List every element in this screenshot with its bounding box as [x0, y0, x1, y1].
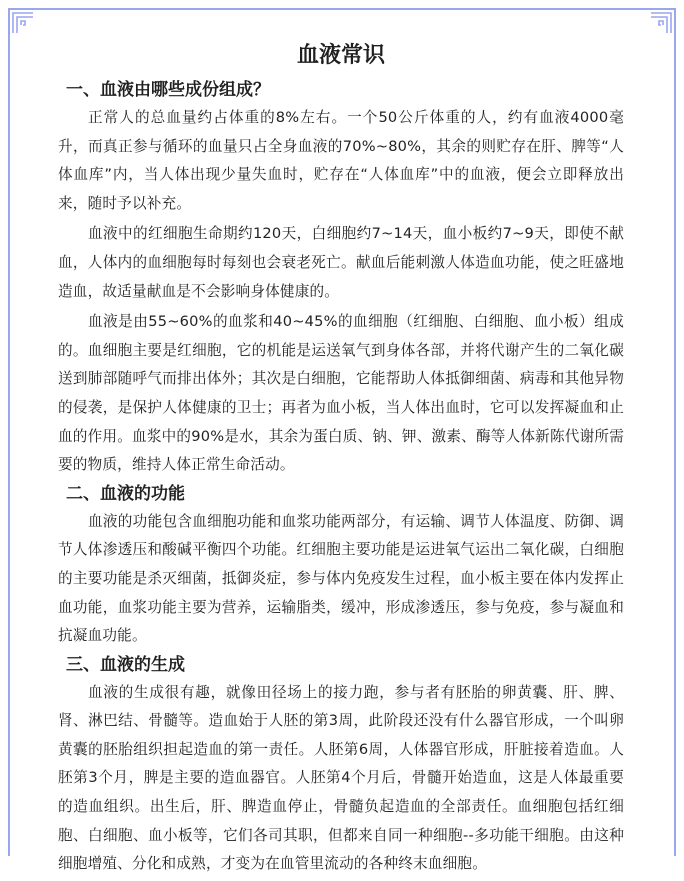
section-composition [58, 78, 624, 480]
article-body [58, 40, 624, 881]
paragraph: 血液的生成很有趣，就像田径场上的接力跑，参与者有胚胎的卵黄囊、肝、脾、肾、淋巴结、骨髓等。造血始于人胚的第3周，此阶段还没有什么器官形成，一个叫卵黄囊的胚胎组织担起造血的第一责任。人胚第6周，人体器官形成，肝脏接着造血。人胚第3个月，脾是主要的造血器官。人胚第4个月后，骨髓开始造血，这是人体最重要的造血组织。出生后，肝、脾造血停止，骨髓负起造血的全部责任。血细胞包括红细胞、白细胞、血小板等，它们各司其职，但都来自同一种细胞--多功能干细胞。由这种细胞增殖、分化和成熟，才变为在血管里流动的各种终末血细胞。 [58, 683, 624, 873]
section-heading: 三、血液的生成 [66, 654, 185, 675]
section-generation [58, 653, 624, 879]
corner-ornament-icon [12, 12, 34, 34]
page-title: 血液常识 [296, 43, 385, 68]
paragraph: 正常人的总血量约占体重的8%左右。一个50公斤体重的人，约有血液4000毫升，而真正参与循环的血量只占全身血液的70%~80%，其余的则贮存在肝、脾等“人体血库”内，当人体出现少量失血时，贮存在“人体血库”中的血液，便会立即释放出来，随时予以补充。 [58, 109, 624, 212]
section-function [58, 482, 624, 651]
corner-ornament-icon [650, 12, 672, 34]
section-heading: 一、血液由哪些成份组成？ [66, 80, 270, 100]
paragraph: 血液中的红细胞生命期约120天，白细胞约7~14天，血小板约7~9天，即使不献血，人体内的血细胞每时每刻也会衰老死亡。献血后能刺激人体造血功能，使之旺盛地造血，故适量献血是不会影响身体健康的。 [58, 225, 624, 300]
section-heading: 二、血液的功能 [66, 483, 185, 504]
paragraph: 血液的功能包含血细胞功能和血浆功能两部分，有运输、调节人体温度、防御、调节人体渗透压和酸碱平衡四个功能。红细胞主要功能是运进氧气运出二氧化碳，白细胞的主要功能是杀灭细菌，抵御炎症，参与体内免疫发生过程，血小板主要在体内发挥止血功能，血浆功能主要为营养，运输脂类，缓冲，形成渗透压，参与免疫，参与凝血和抗凝血功能。 [58, 512, 624, 645]
paragraph: 血液是由55~60%的血浆和40~45%的血细胞（红细胞、白细胞、血小板）组成的。血细胞主要是红细胞，它的机能是运送氧气到身体各部，并将代谢产生的二氧化碳送到肺部随呼气而排出体外；其次是白细胞，它能帮助人体抵御细菌、病毒和其他异物的侵袭，是保护人体健康的卫士；再者为血小板，当人体出血时，它可以发挥凝血和止血的作用。血浆中的90%是水，其余为蛋白质、钠、钾、激素、酶等人体新陈代谢所需要的物质，维持人体正常生命活动。 [58, 313, 624, 474]
